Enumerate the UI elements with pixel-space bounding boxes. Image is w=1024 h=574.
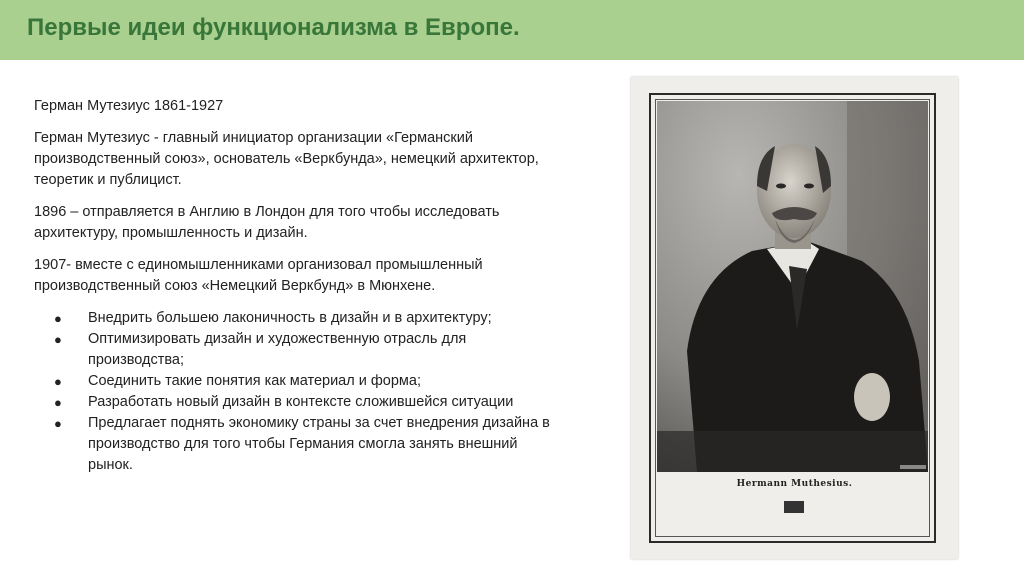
photographer-mark: [900, 465, 926, 469]
bullet-icon: ●: [54, 311, 62, 326]
paragraph-bio: Герман Мутезиус - главный инициатор организации «Германский производственный союз», основатель «Веркбунда», немецкий архитектор, теоретик и публицист.: [34, 130, 539, 188]
portrait-image: [657, 101, 928, 472]
paragraph-name-years: Герман Мутезиус 1861-1927: [34, 98, 224, 114]
list-item-text: Внедрить большею лаконичность в дизайн и в архитектуру;: [88, 310, 492, 326]
bullet-icon: ●: [54, 416, 62, 431]
list-item: [34, 371, 554, 392]
list-item-text: Соединить такие понятия как материал и форма;: [88, 373, 421, 389]
paragraph-1896: 1896 – отправляется в Англию в Лондон для того чтобы исследовать архитектуру, промышленность и дизайн.: [34, 204, 500, 241]
bullet-icon: ●: [54, 332, 62, 347]
bullet-icon: ●: [54, 395, 62, 410]
list-item-text: Разработать новый дизайн в контексте сложившейся ситуации: [88, 394, 514, 410]
photo-caption: Hermann Muthesius.: [736, 479, 853, 489]
list-item: [34, 392, 554, 413]
page-title: Первые идеи функционализма в Европе.: [27, 14, 520, 41]
paragraph-1907: 1907- вместе с единомышленниками организовал промышленный производственный союз «Немецкий Веркбунд» в Мюнхене.: [34, 257, 483, 294]
list-item-text: Предлагает поднять экономику страны за счет внедрения дизайна в производство для того чтобы Германия смогла занять внешний рынок.: [88, 415, 550, 473]
list-item-text: Оптимизировать дизайн и художественную отрасль для производства;: [88, 331, 467, 368]
text-content: [34, 96, 554, 476]
publisher-stamp: [784, 501, 804, 513]
list-item: [34, 413, 554, 476]
list-item: [34, 329, 554, 371]
list-item: [34, 308, 554, 329]
title-bar: [0, 0, 1024, 60]
goals-list: [34, 308, 554, 476]
bullet-icon: ●: [54, 374, 62, 389]
portrait-photo-card: [631, 77, 958, 559]
